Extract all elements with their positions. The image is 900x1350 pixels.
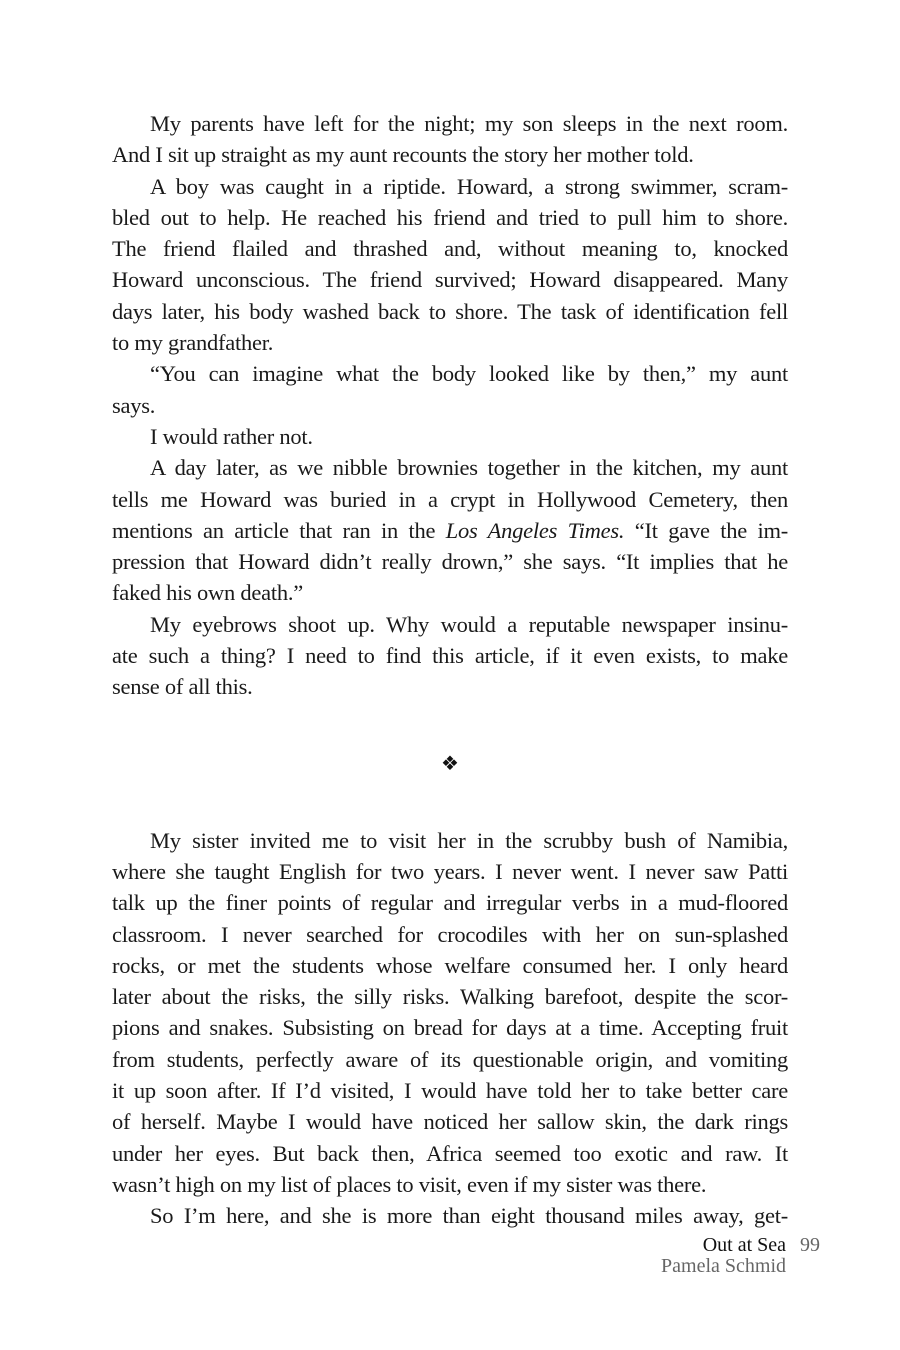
text-line: My eyebrows shoot up. Why would a reputable newspaper insinu- (150, 611, 788, 637)
text-line: My parents have left for the night; my son sleeps in the next room. (150, 111, 788, 136)
text-line: it up soon after. If I’d visited, I would have told her to take better care (112, 1078, 788, 1104)
text-line: to my grandfather. (112, 330, 274, 356)
paragraph (112, 609, 788, 703)
text-line: from students, perfectly aware of its questionable origin, and vomiting (112, 1046, 788, 1072)
paragraph (112, 825, 788, 1201)
paragraph (112, 452, 788, 608)
paragraph (112, 421, 788, 452)
text-line: ate such a thing? I need to find this article, if it even exists, to make (112, 643, 788, 669)
text-line: classroom. I never searched for crocodiles with her on sun-splashed (112, 921, 788, 947)
text-segment: “It gave the im- (624, 517, 789, 543)
text-line: sense of all this. (112, 674, 253, 700)
page-footer (661, 1234, 826, 1276)
running-title: Out at Sea (702, 1234, 786, 1256)
diamond-ornament-icon: ❖ (441, 753, 459, 776)
text-line: talk up the finer points of regular and irregular verbs in a mud-floored (112, 890, 788, 916)
paragraph (112, 358, 788, 421)
paragraph (112, 108, 788, 171)
text-line: bled out to help. He reached his friend and tried to pull him to shore. (112, 204, 788, 230)
running-author: Pamela Schmid (661, 1255, 786, 1277)
text-line: of herself. Maybe I would have noticed her sallow skin, the dark rings (112, 1109, 788, 1135)
text-line: tells me Howard was buried in a crypt in Hollywood Cemetery, then (112, 486, 788, 512)
text-segment: mentions an article that ran in the (112, 517, 446, 543)
text-line: pression that Howard didn’t really drown,” she says. “It implies that he (112, 549, 788, 575)
text-line: A boy was caught in a riptide. Howard, a strong swimmer, scram- (150, 173, 788, 199)
paragraph (112, 171, 788, 359)
text-line: rocks, or met the students whose welfare consumed her. I only heard (112, 952, 788, 978)
text-line: wasn’t high on my list of places to visit, even if my sister was there. (112, 1171, 707, 1197)
text-line: days later, his body washed back to shore. The task of identification fell (112, 298, 788, 324)
text-line: under her eyes. But back then, Africa seemed too exotic and raw. It (112, 1140, 788, 1166)
text-line: Howard unconscious. The friend survived; Howard disappeared. Many (112, 267, 788, 293)
text-line: My sister invited me to visit her in the scrubby bush of Namibia, (150, 827, 788, 853)
text-line: A day later, as we nibble brownies together in the kitchen, my aunt (150, 455, 788, 481)
paragraph (112, 1200, 788, 1231)
section-break (112, 703, 788, 825)
text-line: I would rather not. (150, 423, 313, 449)
text-line: So I’m here, and she is more than eight thousand miles away, get- (150, 1203, 788, 1229)
text-line: And I sit up straight as my aunt recounts the story her mother told. (112, 142, 694, 168)
text-line: “You can imagine what the body looked like by then,” my aunt (150, 361, 788, 387)
publication-title: Los Angeles Times. (445, 517, 625, 543)
text-line: pions and snakes. Subsisting on bread for days at a time. Accepting fruit (112, 1015, 788, 1041)
text-line (112, 515, 788, 546)
page-body (112, 108, 788, 1232)
text-line: The friend flailed and thrashed and, without meaning to, knocked (112, 236, 788, 262)
text-line: faked his own death.” (112, 580, 303, 606)
text-line: where she taught English for two years. I never went. I never saw Patti (112, 858, 788, 884)
text-line: says. (112, 392, 156, 418)
page-number: 99 (800, 1234, 820, 1256)
text-line: later about the risks, the silly risks. Walking barefoot, despite the scor- (112, 984, 788, 1010)
